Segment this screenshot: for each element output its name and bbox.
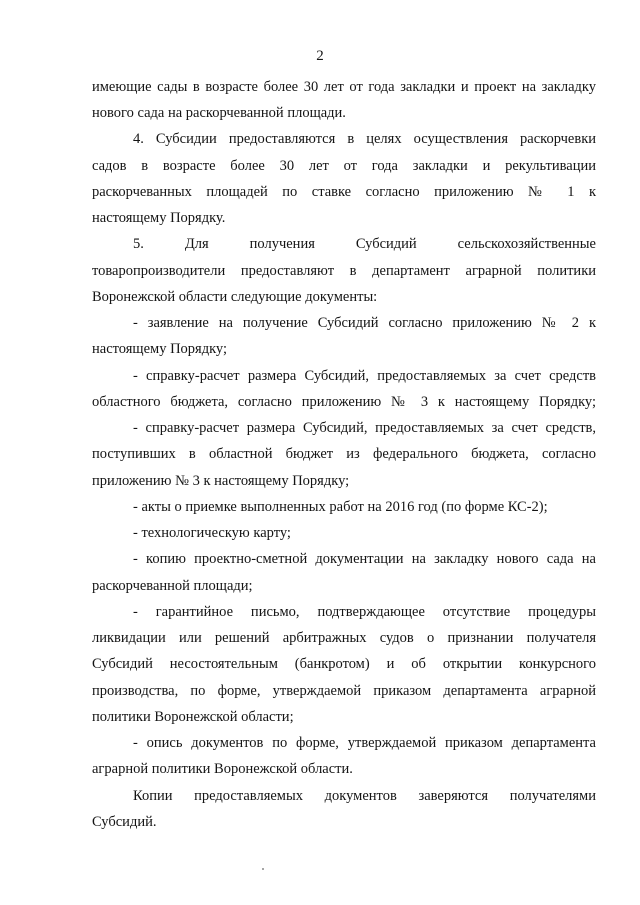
list-item-line: настоящему Порядку;: [92, 341, 228, 357]
list-item-line: - справку-расчет размера Субсидий, предоставляемых за счет средств: [133, 368, 596, 384]
scan-speck: [262, 868, 264, 870]
list-item-line: ликвидации или решений арбитражных судов о признании получателя: [92, 630, 596, 646]
paragraph-line: Воронежской области следующие документы:: [92, 289, 378, 305]
list-item-line: - технологическую карту;: [133, 525, 291, 541]
paragraph-line: товаропроизводители предоставляют в департамент аграрной политики: [92, 263, 596, 279]
list-item-line: - акты о приемке выполненных работ на 2016 год (по форме КС-2);: [133, 499, 548, 515]
paragraph-line: раскорчеванных площадей по ставке согласно приложению № 1 к: [92, 184, 596, 200]
list-item-line: Субсидий несостоятельным (банкротом) и об открытии конкурсного: [92, 656, 596, 672]
list-item-line: аграрной политики Воронежской области.: [92, 761, 353, 777]
list-item-line: - опись документов по форме, утверждаемой приказом департамента: [133, 735, 596, 751]
paragraph-line: садов в возрасте более 30 лет от года закладки и рекультивации: [92, 158, 596, 174]
list-item-line: - заявление на получение Субсидий согласно приложению № 2 к: [133, 315, 596, 331]
paragraph-line: 5. Для получения Субсидий сельскохозяйственные: [133, 236, 596, 252]
list-item-line: приложению № 3 к настоящему Порядку;: [92, 473, 350, 489]
list-item-line: - копию проектно-сметной документации на закладку нового сада на: [133, 551, 596, 567]
paragraph-line: настоящему Порядку.: [92, 210, 226, 226]
paragraph-line: 4. Субсидии предоставляются в целях осуществления раскорчевки: [133, 131, 596, 147]
list-item-line: - гарантийное письмо, подтверждающее отсутствие процедуры: [133, 604, 596, 620]
paragraph-line: нового сада на раскорчеванной площади.: [92, 105, 346, 121]
list-item-line: поступивших в областной бюджет из федерального бюджета, согласно: [92, 446, 596, 462]
list-item-line: политики Воронежской области;: [92, 709, 294, 725]
list-item-line: областного бюджета, согласно приложению № 3 к настоящему Порядку;: [92, 394, 596, 410]
paragraph-line: Копии предоставляемых документов заверяются получателями: [133, 788, 596, 804]
page-number: 2: [316, 48, 324, 64]
list-item-line: - справку-расчет размера Субсидий, предоставляемых за счет средств,: [133, 420, 596, 436]
list-item-line: раскорчеванной площади;: [92, 578, 253, 594]
paragraph-line: Субсидий.: [92, 814, 157, 830]
paragraph-line: имеющие сады в возрасте более 30 лет от года закладки и проект на закладку: [92, 79, 596, 95]
list-item-line: производства, по форме, утверждаемой приказом департамента аграрной: [92, 683, 596, 699]
